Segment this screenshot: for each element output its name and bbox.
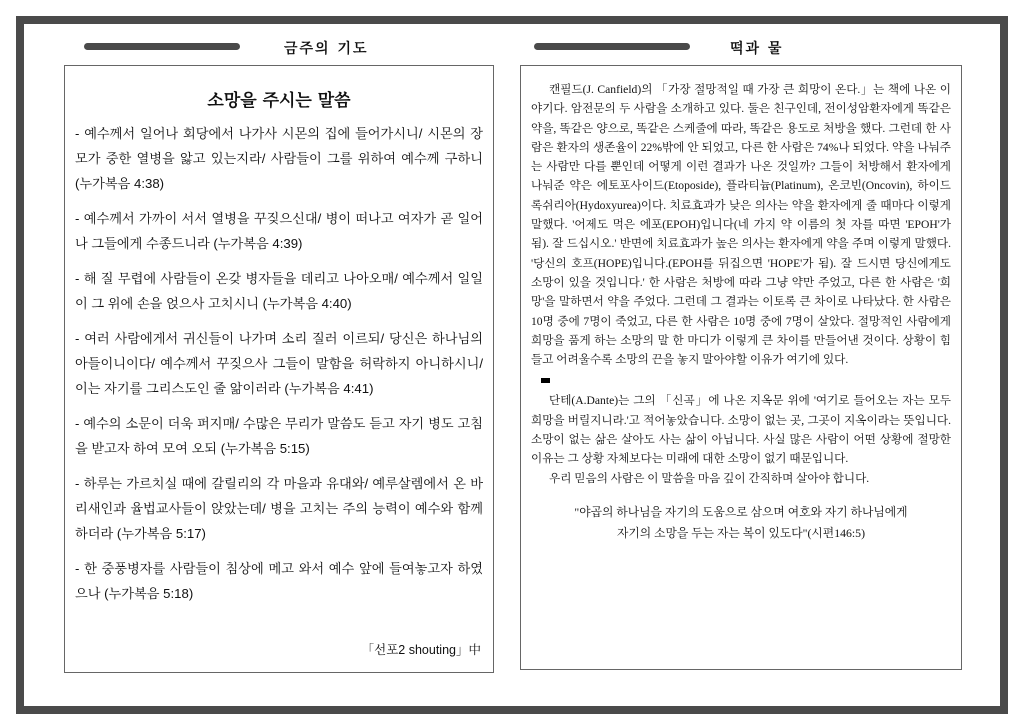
verse-item: - 예수께서 가까이 서서 열병을 꾸짖으신대/ 병이 떠나고 여자가 곧 일어나 그들에게 수종드니라 (누가복음 4:39) (75, 211, 483, 251)
scripture-quote (531, 502, 951, 544)
essay-paragraph: 단테(A.Dante)는 그의 「신곡」에 나온 지옥문 위에 '여기로 들어오는 자는 모두 희망을 버릴지니라.'고 적어놓았습니다. 소망이 없는 곳, 그곳이 지옥이라는 뜻입니다. 소망이 없는 삶은 살아도 사는 삶이 아닙니다. 사실 많은 사람이 어떤 상황에 절망한 이유는 그 상황 자체보다는 미래에 대한 소망이 없기 때문입니다. (531, 394, 951, 466)
verse-item: - 해 질 무렵에 사람들이 온갖 병자들을 데리고 나아오매/ 예수께서 일일이 그 위에 손을 얹으사 고치시니 (누가복음 4:40) (75, 271, 483, 311)
verse-item: - 예수의 소문이 더욱 퍼지매/ 수많은 무리가 말씀도 듣고 자기 병도 고침을 받고자 하여 모여 오되 (누가복음 5:15) (75, 416, 483, 456)
essay-panel (520, 65, 962, 670)
verse-item: - 하루는 가르치실 때에 갈릴리의 각 마을과 유대와/ 예루살렘에서 온 바리새인과 율법교사들이 앉았는데/ 병을 고치는 주의 능력이 예수와 함께 하더라 (누가복음 5:17) (75, 476, 483, 541)
left-section-title: 금주의 기도 (284, 41, 369, 57)
verse-list (65, 121, 493, 606)
verse-item: - 예수께서 일어나 회당에서 나가사 시몬의 집에 들어가시니/ 시몬의 장모가 중한 열병을 앓고 있는지라/ 사람들이 그를 위하여 예수께 구하니 (누가복음 4:38) (75, 126, 483, 191)
verses-heading: 소망을 주시는 말씀 (207, 91, 351, 111)
verse-item: - 여러 사람에게서 귀신들이 나가며 소리 질러 이르되/ 당신은 하나님의 아들이니이다/ 예수께서 꾸짖으사 그들이 말함을 허락하지 아니하시니/ 이는 자기를 그리스도인 줄 앎이러라 (누가복음 4:41) (75, 331, 483, 396)
right-title-bar (534, 43, 690, 50)
essay-body (521, 66, 961, 544)
verse-item: - 한 중풍병자를 사람들이 침상에 메고 와서 예수 앞에 들여놓고자 하였으나 (누가복음 5:18) (75, 561, 483, 601)
verses-panel (64, 65, 494, 673)
essay-paragraph: 캔필드(J. Canfield)의 「가장 절망적일 때 가장 큰 희망이 온다.」는 책에 나온 이야기다. 암전문의 두 사람을 소개하고 있다. 둘은 친구인데, 전이성암환자에게 똑같은 약을, 똑같은 양으로, 똑같은 스케줄에 따라, 똑같은 용도로 처방을 했다. 그런데 한 사람은 환자의 생존율이 22%밖에 안 되었고, 다른 한 사람은 74%나 되었다. 약을 나눠주는 사람만 다를 뿐인데 어떻게 이런 결과가 나온 것일까? 그들이 처방해서 환자에게 나눠준 약은 에토포사이드(Etoposide), 플라티늄(Platinum), 온코빈(Oncovin), 하이드록쉬리아(Hydoxyurea)이다. 치료효과가 낮은 의사는 약을 환자에게 줄 때마다 이렇게 말했다. '어제도 먹은 에포(EPOH)입니다(네 가지 약 이름의 첫 자를 따면 'EPOH'가 됨). 잘 드십시오.' 반면에 치료효과가 높은 의사는 환자에게 약을 주며 이렇게 말했다. '당신의 호프(HOPE)입니다.(EPOH를 뒤집으면 'HOPE'가 됨). 잘 드시면 당신에게도 소망이 있을 것입니다.' 한 사람은 처방에 따라 그냥 약만 주었고, 다른 한 사람은 '희망'을 말하면서 약을 주었다. 그런데 그 결과는 이토록 큰 차이로 나타났다. 한 사람은 10명 중에 7명이 죽었고, 다른 한 사람은 10명 중에 7명이 살았다. 절망적인 사람에게 희망을 품게 하는 소망의 말 한 마디가 이렇게 큰 차이를 만들어낸 것이다. 상황이 힘들고 어려울수록 소망의 끈을 놓지 말아야할 이유가 여기에 있다. (531, 83, 951, 367)
essay-paragraph: 우리 믿음의 사람은 이 말씀을 마음 깊이 간직하며 살아야 합니다. (549, 471, 870, 485)
right-section-title: 떡과 물 (730, 41, 784, 57)
section-divider-mark (541, 378, 550, 383)
quote-line: "야곱의 하나님을 자기의 도움으로 삼으며 여호와 자기 하나님에게 (574, 504, 908, 519)
left-title-bar (84, 43, 240, 50)
quote-line: 자기의 소망을 두는 자는 복이 있도다"(시편146:5) (616, 525, 866, 540)
verses-source: 「선포2 shouting」中 (361, 643, 481, 657)
